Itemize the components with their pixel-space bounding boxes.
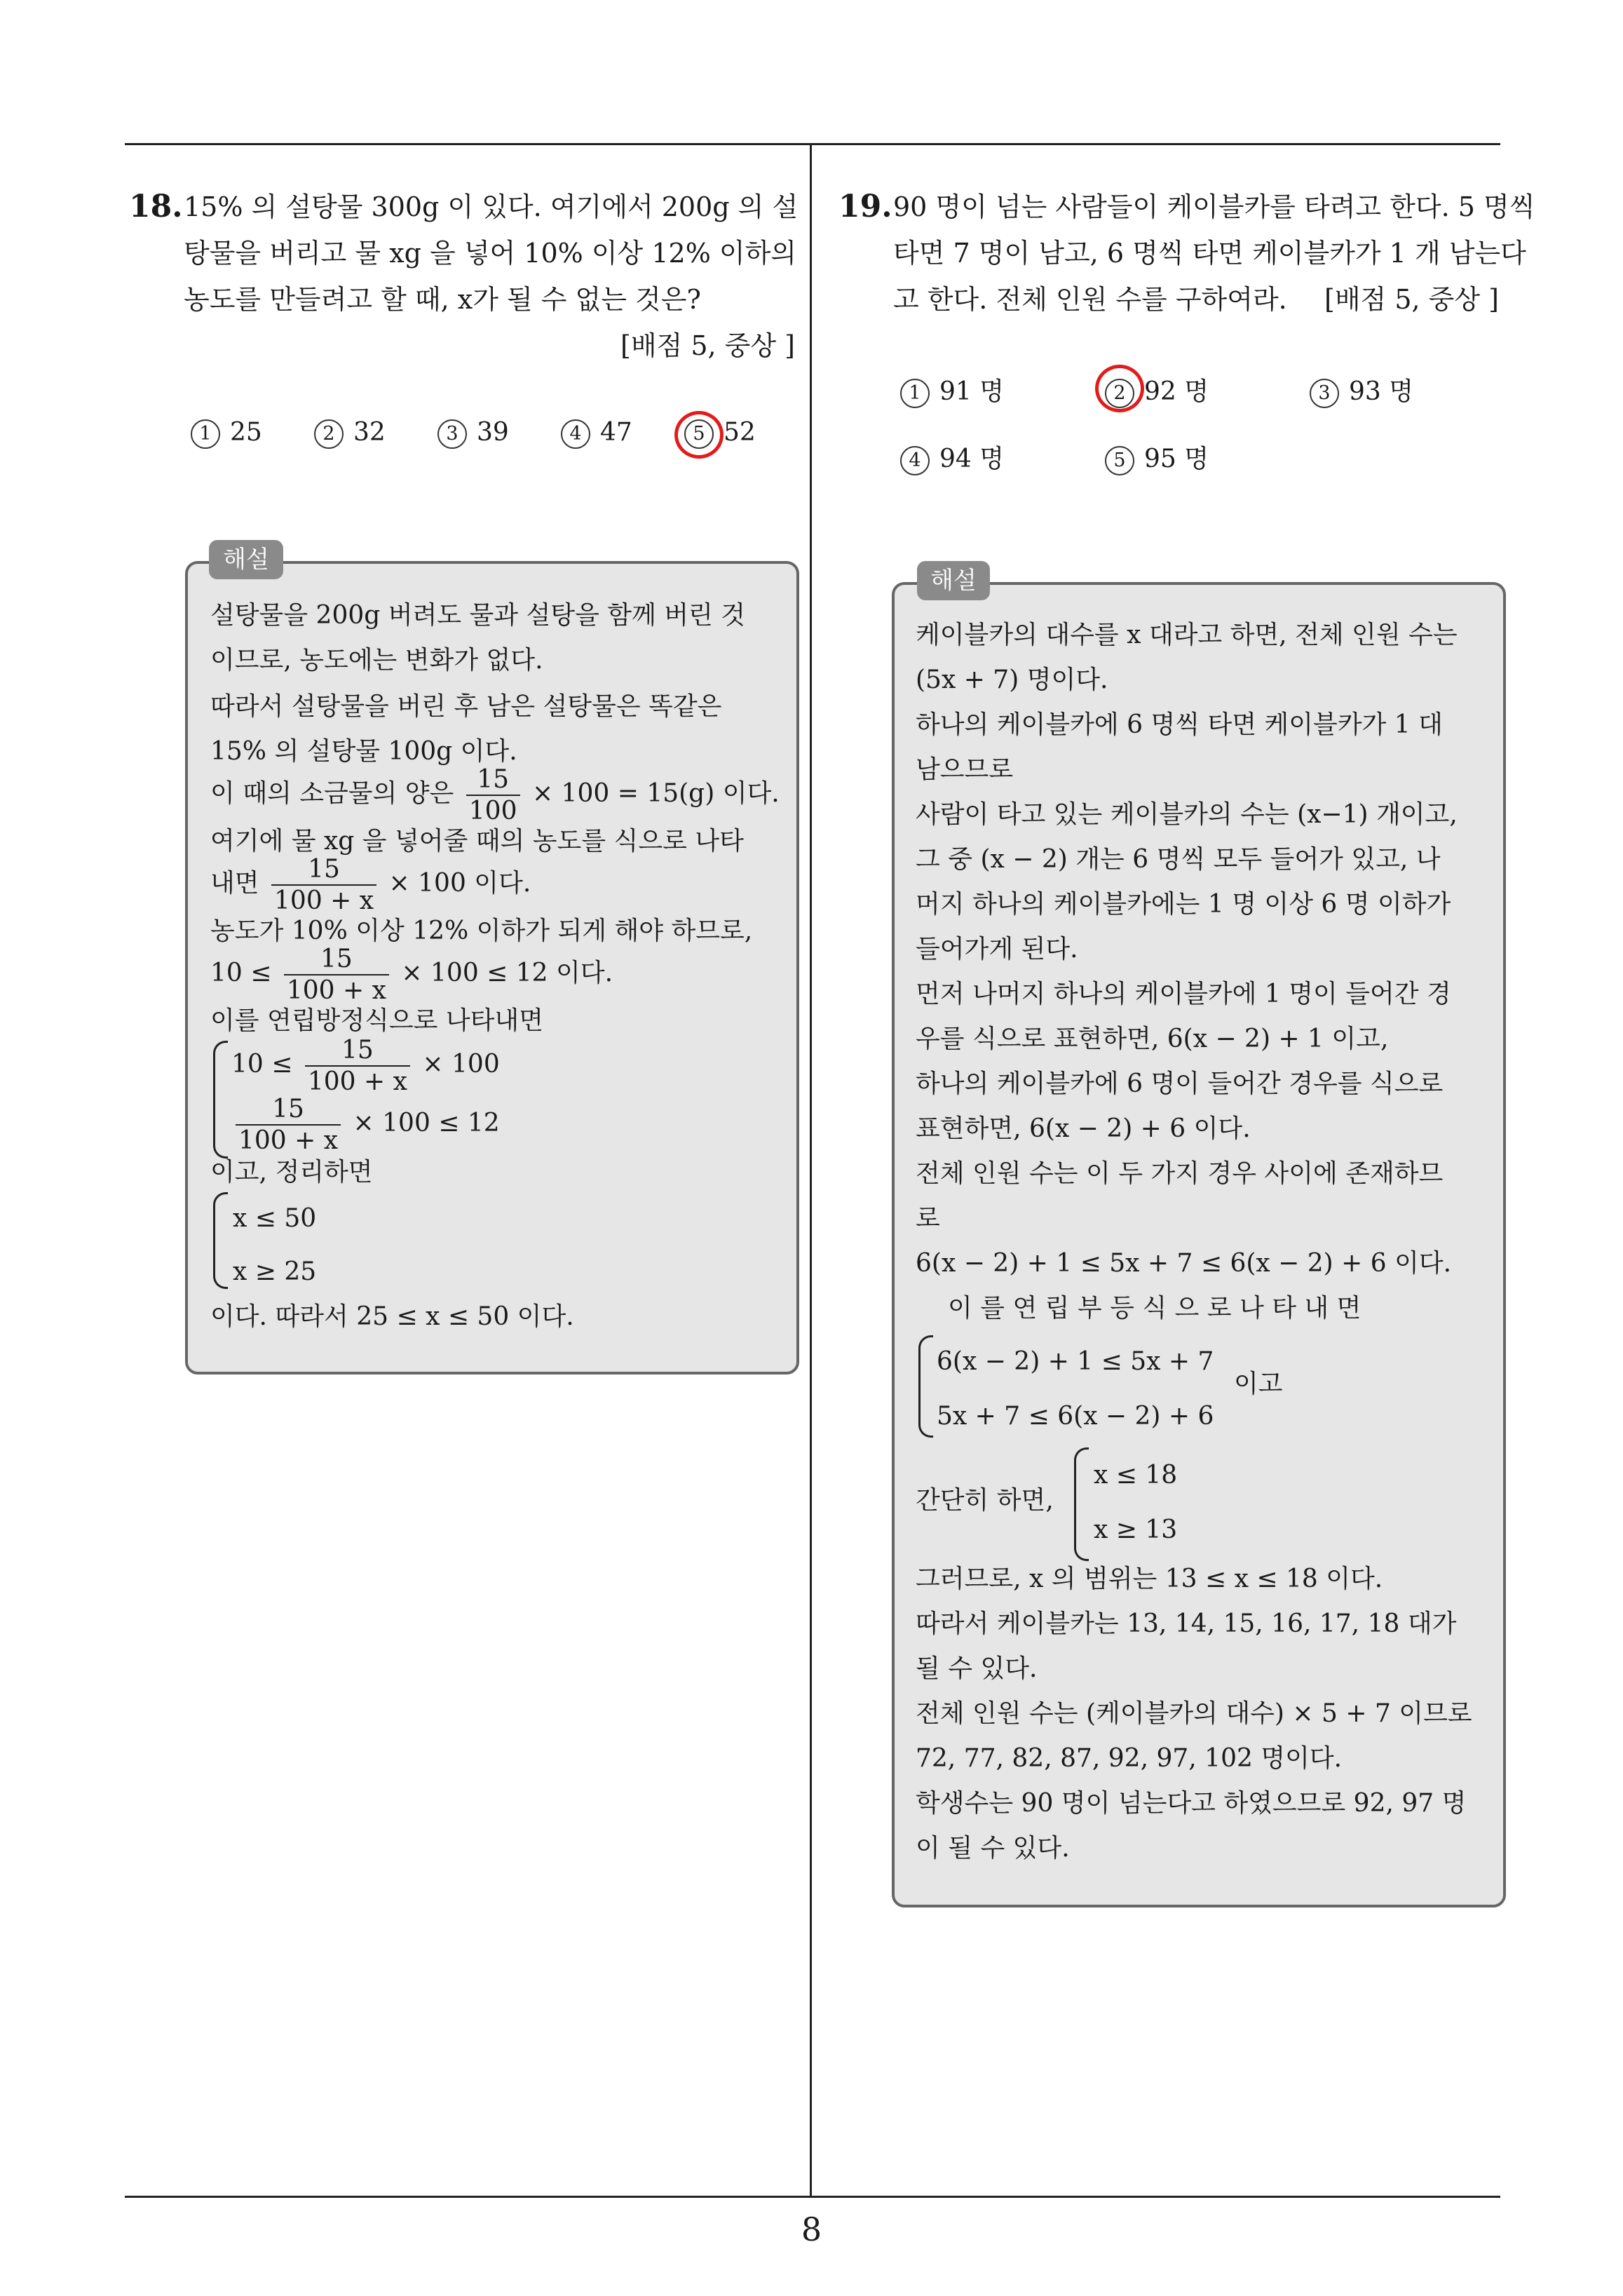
solution-line: [210, 764, 780, 826]
problem-19: [838, 184, 1535, 324]
system-inequality: x ≤ 50: [233, 1204, 317, 1233]
solution-line: 6(x − 2) + 1 ≤ 5x + 7 ≤ 6(x − 2) + 6 이다.: [916, 1249, 1452, 1278]
solution-line: 이 될 수 있다.: [916, 1834, 1070, 1863]
system-brace: [918, 1335, 933, 1438]
solution-line: 머지 하나의 케이블카에는 1 명 이상 6 명 이하가: [916, 890, 1451, 919]
numerator: 15: [466, 764, 520, 796]
denominator: 100 + x: [307, 1067, 407, 1097]
problem-text: [184, 184, 798, 323]
system-brace: [1074, 1447, 1089, 1561]
denominator: 100 + x: [286, 976, 386, 1006]
solution-line: 여기에 물 xg 을 넣어줄 때의 농도를 식으로 나타: [210, 827, 744, 856]
problem-number: 18.: [129, 189, 183, 224]
text: × 100 = 15(g) 이다.: [531, 779, 780, 809]
choice-1[interactable]: [191, 418, 262, 449]
solution-line: 들어가게 된다.: [916, 935, 1078, 964]
page-number: 8: [801, 2210, 822, 2248]
solution-line: (5x + 7) 명이다.: [916, 666, 1108, 694]
system-inequality: 6(x − 2) + 1 ≤ 5x + 7: [937, 1347, 1214, 1376]
solution-line: 농도가 10% 이상 12% 이하가 되게 해야 하므로,: [210, 917, 753, 945]
choice-number-icon: 3: [437, 419, 467, 449]
solution-line: 따라서 케이블카는 13, 14, 15, 16, 17, 18 대가: [916, 1609, 1457, 1638]
system-inequality: x ≤ 18: [1094, 1461, 1178, 1490]
choice-number-icon: 3: [1310, 379, 1339, 408]
choice-text: 94 명: [939, 445, 1005, 473]
solution-label: 해설: [917, 561, 990, 600]
text: 내면: [210, 869, 259, 898]
choice-text: 91 명: [939, 377, 1005, 406]
problem-line: 15% 의 설탕물 300g 이 있다. 여기에서 200g 의 설: [184, 191, 799, 222]
denominator: 100 + x: [238, 1126, 339, 1156]
numerator: 15: [236, 1094, 341, 1126]
choice-text: 92 명: [1144, 377, 1209, 406]
solution-line: 남으므로: [916, 755, 1014, 784]
solution-line: 전체 인원 수는 (케이블카의 대수) × 5 + 7 이므로: [916, 1699, 1472, 1728]
problem-line: 90 명이 넘는 사람들이 케이블카를 타려고 한다. 5 명씩: [893, 191, 1535, 222]
solution-line: 하나의 케이블카에 6 명이 들어간 경우를 식으로: [916, 1069, 1444, 1098]
choice-number-icon: 1: [191, 419, 220, 449]
choice-number-icon: 4: [561, 419, 590, 449]
solution-line: 우를 식으로 표현하면, 6(x − 2) + 1 이고,: [916, 1025, 1389, 1053]
text: 10 ≤: [231, 1050, 293, 1079]
solution-line: 될 수 있다.: [916, 1654, 1038, 1683]
solution-line: [210, 944, 613, 1006]
solution-line: 먼저 나머지 하나의 케이블카에 1 명이 들어간 경: [916, 980, 1451, 1008]
answer-mark-icon: [1095, 365, 1144, 412]
solution-line: 로: [916, 1204, 940, 1233]
solution-line: 사람이 타고 있는 케이블카의 수는 (x−1) 개이고,: [916, 800, 1458, 829]
text: × 100 이다.: [388, 869, 531, 898]
choice-4[interactable]: [900, 439, 1004, 475]
problem-18: [129, 184, 802, 366]
solution-line: 그 중 (x − 2) 개는 6 명씩 모두 들어가 있고, 나: [916, 845, 1441, 874]
text: 10 ≤: [210, 959, 272, 988]
text: 이고: [1234, 1370, 1283, 1398]
denominator: 100 + x: [274, 886, 374, 916]
choice-4[interactable]: [561, 418, 632, 449]
problem-line: 탕물을 버리고 물 xg 을 넣어 10% 이상 12% 이하의: [184, 238, 797, 269]
choice-number-icon: 2: [314, 419, 344, 449]
solution-line: 따라서 설탕물을 버린 후 남은 설탕물은 똑같은: [210, 692, 722, 721]
solution-line: 전체 인원 수는 이 두 가지 경우 사이에 존재하므: [916, 1159, 1444, 1188]
fraction: [305, 1035, 410, 1097]
choice-5[interactable]: [1105, 439, 1209, 475]
system-equation: [231, 1035, 500, 1097]
solution-line: 72, 77, 82, 87, 92, 97, 102 명이다.: [916, 1744, 1343, 1773]
problem-number: 19.: [838, 189, 892, 224]
fraction: [466, 764, 520, 826]
solution-line: 이므로, 농도에는 변화가 없다.: [210, 646, 543, 675]
system-inequality: x ≥ 25: [233, 1257, 317, 1286]
solution-line: 설탕물을 200g 버려도 물과 설탕을 함께 버린 것: [210, 601, 746, 630]
answer-mark-icon: [674, 411, 724, 459]
solution-line: 케이블카의 대수를 x 대라고 하면, 전체 인원 수는: [916, 621, 1458, 649]
solution-line: [210, 854, 531, 916]
solution-line: 이다. 따라서 25 ≤ x ≤ 50 이다.: [210, 1302, 574, 1331]
choice-number-icon: 5: [1105, 446, 1134, 475]
score-difficulty: [배점 5, 중상 ]: [620, 330, 795, 361]
numerator: 15: [284, 944, 389, 975]
choice-3[interactable]: [437, 418, 509, 449]
fraction: [284, 944, 389, 1006]
fraction: [271, 854, 376, 916]
text: 이 때의 소금물의 양은: [210, 779, 454, 809]
solution-line: 하나의 케이블카에 6 명씩 타면 케이블카가 1 대: [916, 710, 1443, 739]
choice-text: 95 명: [1144, 445, 1209, 473]
solution-line: 이 를 연 립 부 등 식 으 로 나 타 내 면: [948, 1294, 1361, 1323]
top-rule: [125, 143, 1500, 145]
problem-line: 고 한다. 전체 인원 수를 구하여라.: [893, 284, 1287, 315]
solution-line: 15% 의 설탕물 100g 이다.: [210, 737, 517, 766]
text: × 100 ≤ 12 이다.: [401, 959, 613, 988]
choice-text: 25: [230, 418, 262, 447]
system-inequality: 5x + 7 ≤ 6(x − 2) + 6: [937, 1402, 1214, 1431]
choice-number-icon: 1: [900, 379, 930, 408]
solution-line: 학생수는 90 명이 넘는다고 하였으므로 92, 97 명: [916, 1789, 1467, 1818]
solution-line: 이를 연립방정식으로 나타내면: [210, 1006, 543, 1035]
choice-text: 52: [724, 418, 756, 447]
solution-line: 그러므로, x 의 범위는 13 ≤ x ≤ 18 이다.: [916, 1565, 1383, 1593]
choice-number-icon: 5: [684, 419, 714, 449]
bottom-rule: [125, 2196, 1500, 2198]
choice-2[interactable]: [314, 418, 386, 449]
system-inequality: x ≥ 13: [1094, 1515, 1178, 1544]
problem-line: 타면 7 명이 남고, 6 명씩 타면 케이블카가 1 개 남는다: [893, 238, 1526, 269]
numerator: 15: [305, 1035, 410, 1067]
system-equation: [231, 1094, 500, 1156]
column-divider: [810, 144, 812, 2197]
choice-number-icon: 2: [1105, 379, 1134, 408]
choice-text: 93 명: [1349, 377, 1414, 406]
numerator: 15: [271, 854, 376, 886]
solution-line: 간단히 하면,: [916, 1486, 1054, 1515]
system-brace: [213, 1041, 228, 1159]
text: × 100 ≤ 12: [353, 1109, 500, 1138]
denominator: 100: [468, 797, 517, 826]
choice-3[interactable]: [1310, 372, 1413, 408]
choice-text: 39: [477, 418, 509, 447]
text: × 100: [422, 1050, 500, 1079]
solution-label: 해설: [209, 540, 283, 579]
choice-text: 32: [353, 418, 386, 447]
system-brace: [213, 1192, 228, 1289]
score-difficulty: [배점 5, 중상 ]: [1324, 284, 1499, 315]
choice-number-icon: 4: [900, 446, 930, 475]
choice-1[interactable]: [900, 372, 1004, 408]
solution-line: 이고, 정리하면: [210, 1158, 373, 1187]
solution-line: 표현하면, 6(x − 2) + 6 이다.: [916, 1114, 1251, 1143]
choice-text: 47: [600, 418, 632, 447]
problem-line: 농도를 만들려고 할 때, x가 될 수 없는 것은?: [184, 284, 701, 315]
fraction: [236, 1094, 341, 1156]
